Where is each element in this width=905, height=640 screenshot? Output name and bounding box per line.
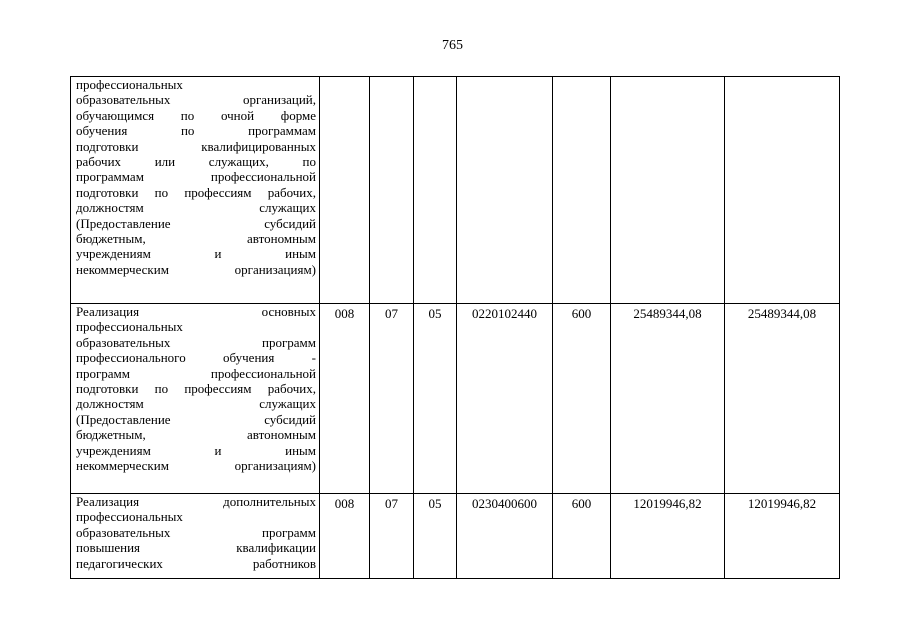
ministry-code-cell: [320, 494, 370, 579]
target-article-cell: [457, 77, 553, 304]
amount-cell-2: [725, 494, 840, 579]
section-cell: [370, 77, 414, 304]
description-line: бюджетным, автономным: [76, 231, 316, 247]
description-line: образовательных организаций,: [76, 92, 316, 108]
amount-cell: [611, 494, 725, 579]
cell-value: 12019946,82: [747, 496, 817, 511]
cell-value: 0220102440: [472, 306, 537, 321]
amount-cell-2: [725, 77, 840, 304]
description-line: подготовки квалифицированных: [76, 138, 316, 154]
description-line: должностям служащих: [76, 200, 316, 216]
cell-value: 25489344,08: [747, 306, 817, 321]
table-row: [71, 77, 840, 304]
cell-value: 008: [334, 306, 355, 321]
description-line: профессиональных: [76, 509, 183, 525]
expense-type-cell: [553, 304, 611, 494]
amount-cell: [611, 77, 725, 304]
description-line: педагогических работников: [76, 555, 316, 571]
description-line: Реализация дополнительных: [76, 494, 316, 509]
cell-value: 008: [334, 496, 355, 511]
description-line: профессиональных: [76, 77, 183, 92]
row-description: [71, 77, 320, 304]
cell-value: 25489344,08: [633, 306, 702, 321]
cell-value: 0230400600: [472, 496, 537, 511]
amount-cell-2: [725, 304, 840, 494]
row-description: [71, 494, 320, 579]
table-row: [71, 304, 840, 494]
target-article-cell: [457, 494, 553, 579]
description-line: (Предоставление субсидий: [76, 215, 316, 231]
cell-value: 12019946,82: [633, 496, 702, 511]
description-line: некоммерческим организациям): [76, 458, 316, 474]
expense-type-cell: [553, 494, 611, 579]
table-body: [71, 77, 840, 579]
cell-value: 07: [385, 306, 398, 321]
description-line: программ профессиональной: [76, 365, 316, 381]
row-description: [71, 304, 320, 494]
ministry-code-cell: [320, 77, 370, 304]
cell-value: 600: [571, 306, 592, 321]
description-line: образовательных программ: [76, 334, 316, 350]
description-line: подготовки по профессиям рабочих,: [76, 184, 316, 200]
description-line: (Предоставление субсидий: [76, 411, 316, 427]
budget-table: [70, 76, 840, 579]
cell-value: 600: [571, 496, 592, 511]
section-cell: [370, 304, 414, 494]
description-line: учреждениям и иным: [76, 246, 316, 262]
description-line: повышения квалификации: [76, 540, 316, 556]
table-row: [71, 494, 840, 579]
cell-value: 05: [428, 306, 442, 321]
section-cell: [370, 494, 414, 579]
description-line: учреждениям и иным: [76, 442, 316, 458]
cell-value: 07: [385, 496, 398, 511]
description-line: программам профессиональной: [76, 169, 316, 185]
page-number: 765: [442, 38, 463, 53]
cell-value: 05: [428, 496, 442, 511]
description-line: образовательных программ: [76, 524, 316, 540]
description-line: бюджетным, автономным: [76, 427, 316, 443]
description-line: рабочих или служащих, по: [76, 154, 316, 170]
description-line: профессионального обучения -: [76, 350, 316, 366]
subsection-cell: [414, 77, 457, 304]
subsection-cell: [414, 304, 457, 494]
subsection-cell: [414, 494, 457, 579]
description-line: некоммерческим организациям): [76, 261, 316, 277]
amount-cell: [611, 304, 725, 494]
target-article-cell: [457, 304, 553, 494]
description-line: профессиональных: [76, 319, 183, 335]
description-line: обучения по программам: [76, 123, 316, 139]
description-line: Реализация основных: [76, 304, 316, 319]
ministry-code-cell: [320, 304, 370, 494]
description-line: подготовки по профессиям рабочих,: [76, 381, 316, 397]
description-line: должностям служащих: [76, 396, 316, 412]
description-line: обучающимся по очной форме: [76, 107, 316, 123]
expense-type-cell: [553, 77, 611, 304]
